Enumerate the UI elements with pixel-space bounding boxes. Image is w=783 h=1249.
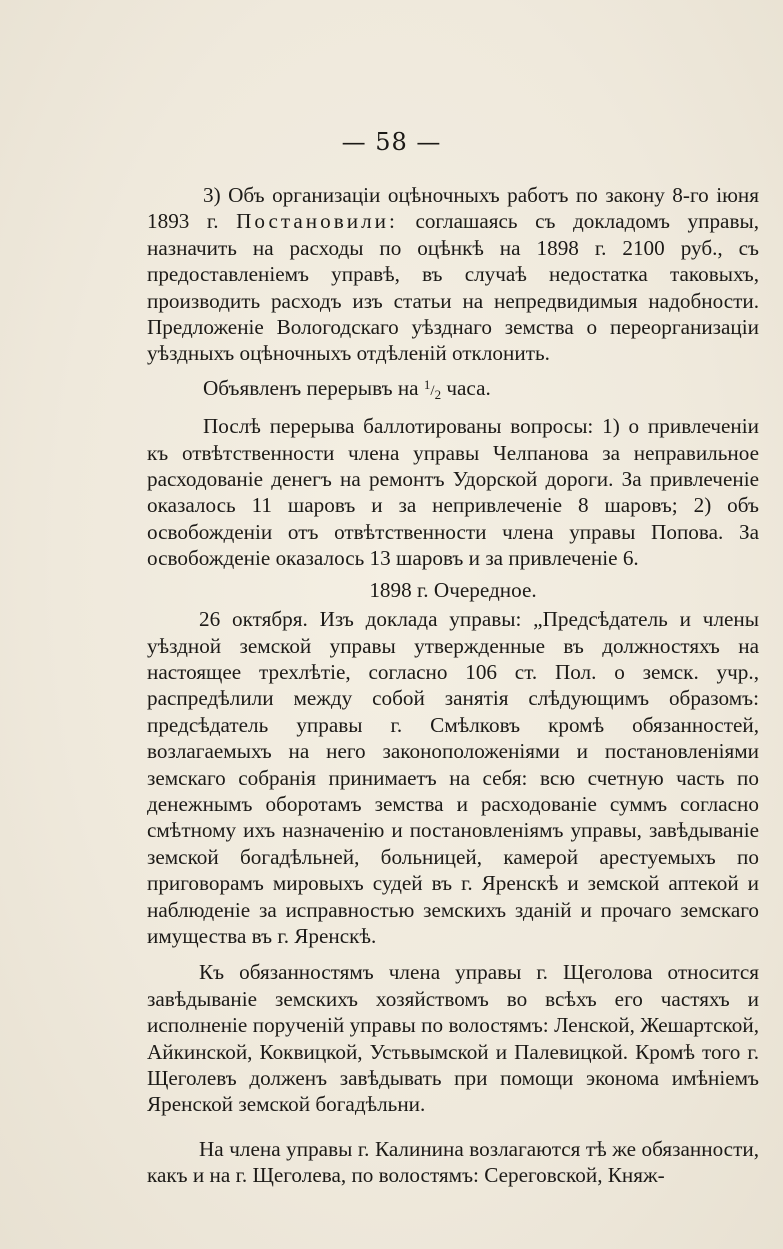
half-fraction: $^1/_2$	[423, 376, 442, 402]
resolved-keyword: Постановили:	[236, 209, 398, 234]
page-number: — 58 —	[341, 128, 442, 156]
fraction-denominator: 2	[434, 386, 442, 402]
paragraph-appraisal-works	[147, 182, 759, 367]
paragraph-recess	[147, 372, 759, 408]
session-heading: 1898 г. Очередное.	[369, 577, 537, 602]
paragraph-october-26: 26 октября. Изъ доклада управы: „Предсѣдатель и члены уѣздной земской управы утвержденные въ должностяхъ на настоящее трехлѣтіе, согласно 106 ст. Пол. о земск. учр., распредѣлили между собой занятія слѣдующимъ образомъ: предсѣдатель управы г. Смѣлковъ кромѣ обязанностей, возлагаемыхъ на него законоположеніями и постановленіями земскаго собранія принимаетъ на себя: всю счетную часть по денежнымъ оборотамъ земства и расходованіе суммъ согласно смѣтному ихъ назначенію и постановленіямъ управы, завѣдываніе земской богадѣльней, больницей, камерой арестуемыхъ по приговорамъ мировыхъ судей въ г. Яренскѣ и земской аптекой и наблюденіе за исправностью земскихъ зданій и прочаго земскаго имущества въ г. Яренскѣ.	[147, 607, 759, 948]
paragraph-shchegolev-duties: Къ обязанностямъ члена управы г. Щеголова относится завѣдываніе земскихъ хозяйствомъ во всѣхъ его частяхъ и исполненіе порученій управы по волостямъ: Ленской, Жешартской, Айкинской, Коквицкой, Устьвымской и Палевицкой. Кромѣ того г. Щеголевъ долженъ завѣдывать при помощи эконома имѣніемъ Яренской земской богадѣльни.	[147, 960, 759, 1117]
paragraph-ballot: Послѣ перерыва баллотированы вопросы: 1) о привлеченіи къ отвѣтственности члена управы Челпанова за неправильное расходованіе денегъ на ремонтъ Удорской дороги. За привлеченіе оказалось 11 шаровъ и за непривлеченіе 8 шаровъ; 2) объ освобожденіи отъ отвѣтственности члена управы Попова. За освобожденіе оказалось 13 шаровъ и за привлеченіе 6.	[147, 414, 759, 571]
appraisal-text-end: соглашаясь съ докладомъ управы, назначить на расходы по оцѣнкѣ на 1898 г. 2100 руб., съ предоставленіемъ управѣ, въ случаѣ недостатка таковыхъ, производить расходъ изъ статьи на непредвидимыя надобности. Предложеніе Вологодскаго уѣзднаго земства о переорганизаціи уѣздныхъ оцѣночныхъ отдѣленій отклонить.	[147, 209, 759, 366]
appraisal-text-start: 3) Объ организаціи оцѣночныхъ работъ по закону 8-го іюня 1893 г.	[147, 183, 759, 234]
paragraph-kalinin-duties: На члена управы г. Калинина возлагаются тѣ же обязанности, какъ и на г. Щеголева, по волостямъ: Сереговской, Княж-	[147, 1136, 759, 1188]
fraction-numerator: 1	[423, 376, 431, 392]
document-body	[147, 182, 759, 1189]
recess-text-start: Объявленъ перерывъ на	[203, 375, 419, 400]
recess-text-end: часа.	[446, 375, 491, 400]
